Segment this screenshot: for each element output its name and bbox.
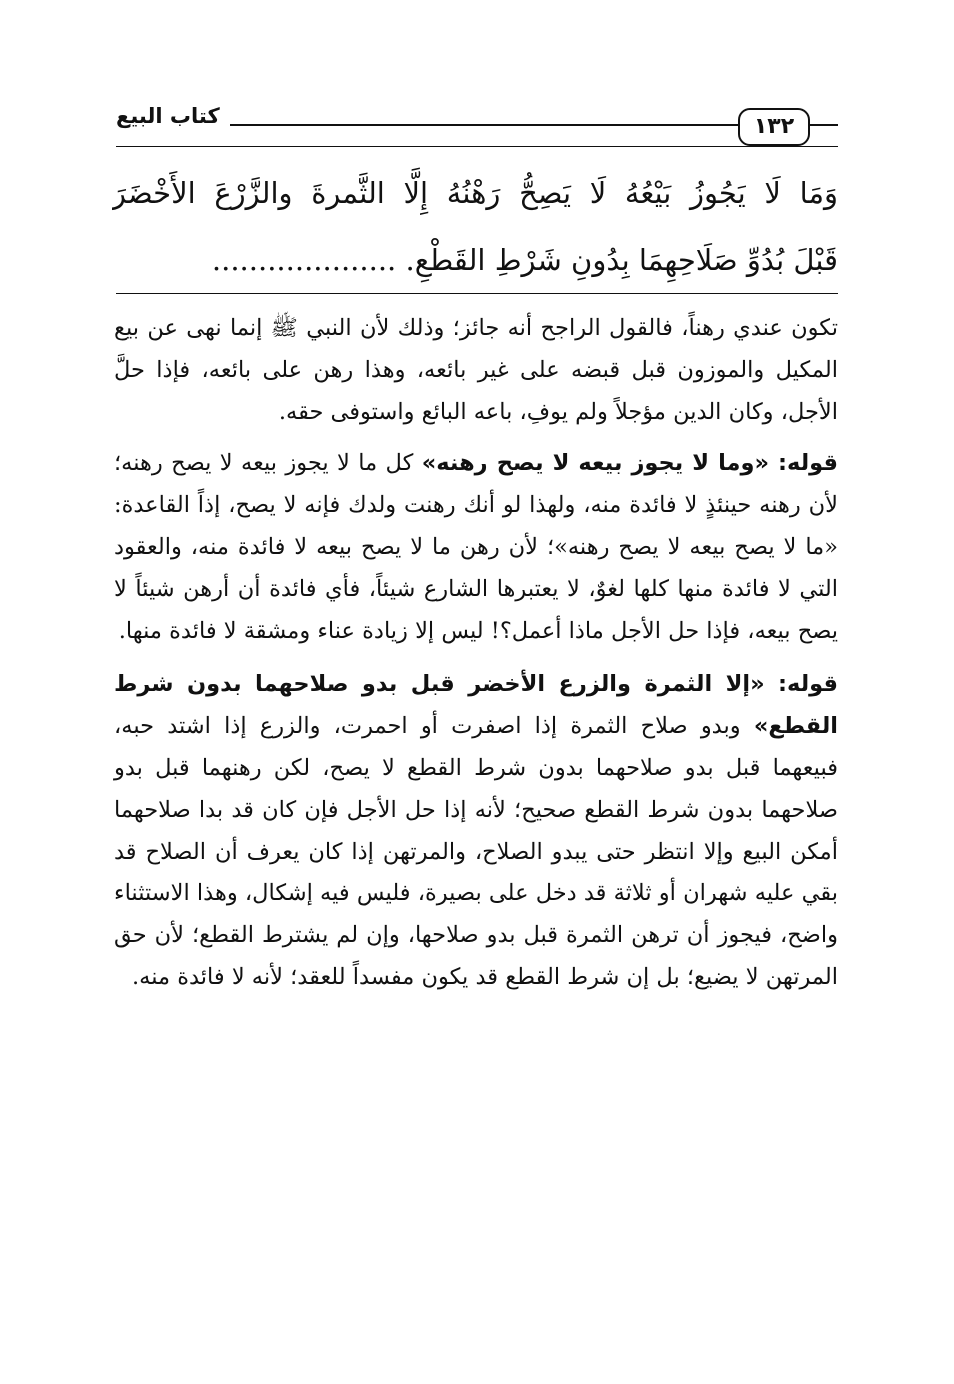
book-title: كتاب البيع xyxy=(116,102,230,130)
commentary xyxy=(114,308,838,1011)
paragraph-3-body: وبدو صلاح الثمرة إذا اصفرت أو احمرت، والزرع إذا اشتد حبه، فبيعهما قبل بدو صلاحهما بدون شرط القطع لا يصح، لكن رهنهما قبل بدو صلاحهما بدون شرط القطع صحيح؛ لأنه إذا حل الأجل فإن كان قد بدا صلاحهما أمكن البيع وإلا انتظر حتى يبدو الصلاح، والمرتهن إذا كان يعرف أن الصلاح قد بقي عليه شهران أو ثلاثة قد دخل على بصيرة، فليس فيه إشكال، وهذا الاستثناء واضح، فيجوز أن ترهن الثمرة قبل بدو صلاحها، وإن لم يشترط القطع؛ لأن حق المرتهن لا يضيع؛ بل إن شرط القطع قد يكون مفسداً للعقد؛ لأنه لا فائدة منه. xyxy=(114,713,838,990)
matn-line-2-text: قَبْلَ بُدُوِّ صَلَاحِهِمَا بِدُونِ شَرْطِ القَطْعِ. xyxy=(405,243,838,277)
commentary-paragraph-3 xyxy=(114,664,838,998)
header-rule-bottom xyxy=(116,146,838,147)
paragraph-3-heading: قوله: «إلا الثمرة والزرع الأخضر قبل بدو صلاحهما بدون شرط القطع» xyxy=(114,671,838,740)
matn-line-2 xyxy=(112,227,838,294)
page-header xyxy=(116,102,838,150)
paragraph-2-body: كل ما لا يجوز بيعه لا يصح رهنه؛ لأن رهنه حينئذٍ لا فائدة منه، ولهذا لو أنك رهنت ولدك فإنه لا يصح، إذاً القاعدة: «ما لا يصح بيعه لا يصح رهنه»؛ لأن رهن ما لا يصح بيعه لا فائدة منه، والعقود التي لا فائدة منها كلها لغوٌ، لا يعتبرها الشارع شيئاً، فأي فائدة أن أرهن شيئاً لا يصح بيعه، فإذا حل الأجل ماذا أعمل؟! ليس إلا زيادة عناء ومشقة لا فائدة منها. xyxy=(114,450,838,644)
matn-line-1: وَمَا لَا يَجُوزُ بَيْعُهُ لَا يَصِحُّ رَهْنُهُ إِلَّا الثَّمرةَ والزَّرْعَ الأَخْضَرَ xyxy=(112,176,838,210)
paragraph-2-heading: قوله: «وما لا يجوز بيعه لا يصح رهنه» xyxy=(421,450,838,477)
matn-dots: .................... xyxy=(211,243,397,277)
matn-divider xyxy=(116,293,838,294)
matn-text xyxy=(112,160,838,294)
commentary-paragraph-1: تكون عندي رهناً، فالقول الراجح أنه جائز؛ وذلك لأن النبي ﷺ إنما نهى عن بيع المكيل والموزون قبل قبضه على غير بائعه، وهذا رهن على بائعه، فإذا حلَّ الأجل، وكان الدين مؤجلاً ولم يوفِ، باعه البائع واستوفى حقه. xyxy=(114,315,838,425)
page-number: ١٣٢ xyxy=(738,108,810,146)
commentary-paragraph-2 xyxy=(114,443,838,652)
